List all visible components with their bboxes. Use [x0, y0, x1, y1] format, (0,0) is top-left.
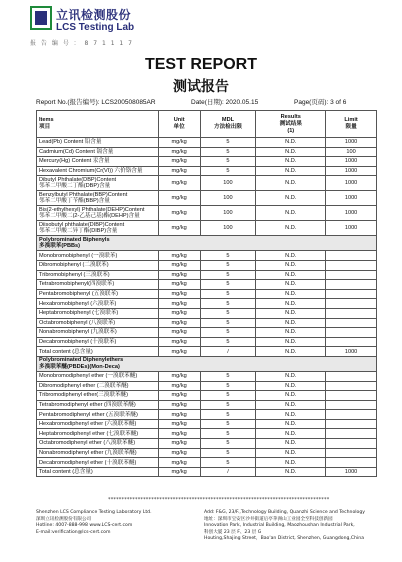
table-row — [37, 400, 377, 410]
cell-item: Nonabromobiphenyl (九溴联苯) — [37, 328, 159, 338]
cell-result: N.D. — [256, 147, 326, 157]
cell-limit — [326, 381, 377, 391]
table-row — [37, 328, 377, 338]
cell-item: Pentabromobiphenyl (五溴联苯) — [37, 289, 159, 299]
cell-unit: mg/kg — [158, 400, 200, 410]
table-row — [37, 260, 377, 270]
cell-mdl: 5 — [200, 419, 256, 429]
cell-result: N.D. — [256, 318, 326, 328]
table-row — [37, 147, 377, 157]
cell-result: N.D. — [256, 138, 326, 148]
cell-item: Nonabromodiphenyl ether (九溴联苯醚) — [37, 448, 159, 458]
cell-unit: mg/kg — [158, 251, 200, 261]
cell-mdl: 5 — [200, 166, 256, 176]
cell-limit — [326, 289, 377, 299]
cell-mdl: / — [200, 467, 256, 477]
cell-item: Hexabromobiphenyl (六溴联苯) — [37, 299, 159, 309]
cell-result: N.D. — [256, 221, 326, 236]
cell-result: N.D. — [256, 347, 326, 357]
cell-limit — [326, 458, 377, 468]
cell-result: N.D. — [256, 439, 326, 449]
footer-address-4: 科创大厦 23 层 F、23 层 G — [204, 529, 262, 535]
table-row — [37, 157, 377, 167]
cell-result: N.D. — [256, 429, 326, 439]
cell-item: Lead(Pb) Content 铅含量 — [37, 138, 159, 148]
lcs-logo-icon — [30, 6, 52, 30]
cell-mdl: 100 — [200, 191, 256, 206]
cell-result: N.D. — [256, 400, 326, 410]
cell-limit: 1000 — [326, 191, 377, 206]
footer-company-en: Shenzhen LCS Compliance Testing Laboratory Ltd. — [36, 510, 152, 515]
cell-limit — [326, 371, 377, 381]
report-date: Date(日期): 2020.05.15 — [191, 99, 259, 106]
table-body — [37, 138, 377, 477]
cell-unit: mg/kg — [158, 410, 200, 420]
cell-mdl: 5 — [200, 337, 256, 347]
cell-item: Octabromodiphenyl ether (八溴联苯醚) — [37, 439, 159, 449]
cell-item: Heptabromobiphenyl (七溴联苯) — [37, 308, 159, 318]
footer-address-2: 地址：深圳市宝安区沙井街道后亭茅洲山工业园全至科技创新园 — [204, 516, 333, 522]
table-row — [37, 337, 377, 347]
page-number: Page(页码): 3 of 6 — [294, 99, 347, 106]
table-row — [37, 391, 377, 401]
table-row — [37, 166, 377, 176]
cell-item: Dibromodiphenyl ether (二溴联苯醚) — [37, 381, 159, 391]
cell-limit: 1000 — [326, 347, 377, 357]
cell-mdl: 5 — [200, 371, 256, 381]
cell-unit: mg/kg — [158, 191, 200, 206]
cell-limit — [326, 448, 377, 458]
cell-item: Tetrabromobiphenyl(四溴联苯) — [37, 280, 159, 290]
table-row — [37, 439, 377, 449]
cell-unit: mg/kg — [158, 419, 200, 429]
cell-mdl: 5 — [200, 308, 256, 318]
footer-company-cn: 深圳立讯检测股份有限公司 — [36, 516, 92, 522]
cell-mdl: 100 — [200, 176, 256, 191]
cell-limit — [326, 280, 377, 290]
cell-result: N.D. — [256, 251, 326, 261]
cell-limit — [326, 391, 377, 401]
cell-result: N.D. — [256, 191, 326, 206]
cell-unit: mg/kg — [158, 280, 200, 290]
cell-unit: mg/kg — [158, 458, 200, 468]
cell-unit: mg/kg — [158, 289, 200, 299]
cell-item: Dibromobiphenyl (二溴联苯) — [37, 260, 159, 270]
cell-item: Total content (总含量) — [37, 347, 159, 357]
cell-limit: 1000 — [326, 176, 377, 191]
table-row — [37, 429, 377, 439]
cell-unit: mg/kg — [158, 147, 200, 157]
table-row — [37, 176, 377, 191]
table-row — [37, 270, 377, 280]
cell-result: N.D. — [256, 157, 326, 167]
cell-limit — [326, 328, 377, 338]
cell-limit — [326, 419, 377, 429]
cell-item: Tribromodiphenyl ether(三溴联苯醚) — [37, 391, 159, 401]
cell-unit: mg/kg — [158, 381, 200, 391]
cell-item: Tetrabromodiphenyl ether (四溴联苯醚) — [37, 400, 159, 410]
cell-result: N.D. — [256, 448, 326, 458]
footer-address-3: Innovation Park, Industrial Building, Maozhoushan Industrial Park, — [204, 523, 355, 529]
table-row — [37, 419, 377, 429]
cell-mdl: 5 — [200, 138, 256, 148]
cell-unit: mg/kg — [158, 429, 200, 439]
cell-unit: mg/kg — [158, 260, 200, 270]
cell-unit: mg/kg — [158, 176, 200, 191]
cell-item: Octabromobiphenyl (八溴联苯) — [37, 318, 159, 328]
footer-left — [36, 510, 152, 536]
cell-unit: mg/kg — [158, 439, 200, 449]
cell-limit — [326, 251, 377, 261]
cell-mdl: 5 — [200, 429, 256, 439]
report-header — [0, 0, 402, 52]
cell-limit — [326, 400, 377, 410]
cell-mdl: 5 — [200, 299, 256, 309]
cell-limit — [326, 270, 377, 280]
cell-limit: 1000 — [326, 221, 377, 236]
header-unit: Unit 单位 — [158, 111, 200, 138]
cell-item: Total content (总含量) — [37, 467, 159, 477]
cell-item: Diisobutyl phthalate(DIBP)Content 邻苯二甲酸二异丁酯(DIBP)含量 — [37, 221, 159, 236]
section-header-row — [37, 236, 377, 251]
cell-mdl: 100 — [200, 221, 256, 236]
cell-unit: mg/kg — [158, 138, 200, 148]
footer-address-1: Add: F&G, 23/F.,Technology Building, Quanzhi Science and Technology — [204, 510, 365, 515]
cell-mdl: 5 — [200, 391, 256, 401]
cell-mdl: 5 — [200, 448, 256, 458]
table-row — [37, 410, 377, 420]
cell-limit: 1000 — [326, 157, 377, 167]
cell-result: N.D. — [256, 289, 326, 299]
cell-result: N.D. — [256, 328, 326, 338]
header-results: Results 测试结果 (1) — [256, 111, 326, 138]
section-header-row — [37, 356, 377, 371]
cell-mdl: / — [200, 347, 256, 357]
cell-item: Heptabromodiphenyl ether (七溴联苯醚) — [37, 429, 159, 439]
cell-limit — [326, 260, 377, 270]
cell-item: Pentabromodiphenyl ether (五溴联苯醚) — [37, 410, 159, 420]
serial-number: 报 告 编 号 ： 8 7 1 1 1 7 — [30, 40, 134, 47]
cell-unit: mg/kg — [158, 166, 200, 176]
cell-mdl: 5 — [200, 328, 256, 338]
header-items: Items 项目 — [37, 111, 159, 138]
cell-limit: 1000 — [326, 166, 377, 176]
table-row — [37, 448, 377, 458]
cell-item: Benzylbutyl Phthalate(BBP)Content 邻苯二甲酸丁苄酯(BBP)含量 — [37, 191, 159, 206]
cell-unit: mg/kg — [158, 206, 200, 221]
report-subtitle: 测试报告 — [173, 79, 229, 95]
cell-limit — [326, 439, 377, 449]
cell-unit: mg/kg — [158, 391, 200, 401]
cell-limit: 1000 — [326, 206, 377, 221]
cell-result: N.D. — [256, 270, 326, 280]
cell-result: N.D. — [256, 280, 326, 290]
footer-hotline: Hotline: 4007-888-998 www.LCS-cert.com — [36, 523, 133, 529]
cell-mdl: 5 — [200, 147, 256, 157]
table-row — [37, 371, 377, 381]
cell-limit — [326, 318, 377, 328]
cell-result: N.D. — [256, 176, 326, 191]
cell-item: Polybrominated Biphenyls 多溴联苯(PBBs) — [37, 236, 377, 251]
cell-result: N.D. — [256, 206, 326, 221]
cell-unit: mg/kg — [158, 347, 200, 357]
footer-right — [204, 510, 365, 543]
cell-limit — [326, 299, 377, 309]
report-title: TEST REPORT — [144, 56, 257, 73]
cell-result: N.D. — [256, 381, 326, 391]
header-mdl: MDL 方法检出限 — [200, 111, 256, 138]
cell-unit: mg/kg — [158, 270, 200, 280]
cell-item: Tribromobiphenyl (三溴联苯) — [37, 270, 159, 280]
results-table — [36, 110, 377, 477]
cell-unit: mg/kg — [158, 337, 200, 347]
cell-result: N.D. — [256, 337, 326, 347]
cell-mdl: 5 — [200, 381, 256, 391]
table-row — [37, 206, 377, 221]
cell-unit: mg/kg — [158, 371, 200, 381]
cell-mdl: 5 — [200, 439, 256, 449]
cell-limit — [326, 429, 377, 439]
table-row — [37, 458, 377, 468]
cell-mdl: 5 — [200, 400, 256, 410]
cell-item: Hexavalent Chromium(Cr(VI)) 六价铬含量 — [37, 166, 159, 176]
cell-mdl: 5 — [200, 280, 256, 290]
cell-result: N.D. — [256, 299, 326, 309]
cell-unit: mg/kg — [158, 328, 200, 338]
cell-unit: mg/kg — [158, 448, 200, 458]
end-separator: ********************************************************************************** — [108, 497, 330, 503]
cell-limit — [326, 337, 377, 347]
cell-result: N.D. — [256, 458, 326, 468]
table-row — [37, 299, 377, 309]
cell-item: Monobromobiphenyl (一溴联苯) — [37, 251, 159, 261]
cell-limit: 100 — [326, 147, 377, 157]
cell-mdl: 5 — [200, 157, 256, 167]
table-row — [37, 191, 377, 206]
cell-mdl: 5 — [200, 289, 256, 299]
cell-limit: 1000 — [326, 138, 377, 148]
cell-item: Decabromodiphenyl ether (十溴联苯醚) — [37, 458, 159, 468]
table-row — [37, 467, 377, 477]
cell-mdl: 100 — [200, 206, 256, 221]
table-row — [37, 318, 377, 328]
cell-unit: mg/kg — [158, 467, 200, 477]
table-header-row — [37, 111, 377, 138]
table-row — [37, 221, 377, 236]
cell-result: N.D. — [256, 166, 326, 176]
table-row — [37, 280, 377, 290]
cell-result: N.D. — [256, 410, 326, 420]
table-row — [37, 251, 377, 261]
logo-english-name: LCS Testing Lab — [56, 22, 135, 33]
cell-result: N.D. — [256, 308, 326, 318]
cell-result: N.D. — [256, 371, 326, 381]
header-limit: Limit 限量 — [326, 111, 377, 138]
cell-mdl: 5 — [200, 251, 256, 261]
table-row — [37, 381, 377, 391]
cell-unit: mg/kg — [158, 157, 200, 167]
cell-item: Monobromodiphenyl ether (一溴联苯醚) — [37, 371, 159, 381]
cell-result: N.D. — [256, 419, 326, 429]
cell-result: N.D. — [256, 467, 326, 477]
cell-limit: 1000 — [326, 467, 377, 477]
table-row — [37, 347, 377, 357]
cell-unit: mg/kg — [158, 308, 200, 318]
cell-mdl: 5 — [200, 458, 256, 468]
cell-item: Cadmium(Cd) Content 镉含量 — [37, 147, 159, 157]
cell-limit — [326, 308, 377, 318]
table-row — [37, 289, 377, 299]
cell-mdl: 5 — [200, 260, 256, 270]
cell-unit: mg/kg — [158, 299, 200, 309]
footer-email: E-mail:verification@lcs-cert.com — [36, 529, 111, 535]
cell-mdl: 5 — [200, 270, 256, 280]
table-row — [37, 138, 377, 148]
cell-result: N.D. — [256, 260, 326, 270]
cell-mdl: 5 — [200, 410, 256, 420]
cell-item: Bis(2-ethylhexyl) Phthalate(DEHP)Content 邻苯二甲酸二(2-乙基己基)酯(DEHP)含量 — [37, 206, 159, 221]
cell-mdl: 5 — [200, 318, 256, 328]
cell-item: Decabromobiphenyl (十溴联苯) — [37, 337, 159, 347]
cell-item: Hexabromodiphenyl ether (六溴联苯醚) — [37, 419, 159, 429]
cell-unit: mg/kg — [158, 221, 200, 236]
cell-item: Mercury(Hg) Content 汞含量 — [37, 157, 159, 167]
cell-item: Polybrominated Diphenylethers 多溴联苯醚(PBDEs)(Mon-Deca) — [37, 356, 377, 371]
cell-limit — [326, 410, 377, 420]
table-row — [37, 308, 377, 318]
report-number: Report No.(报告编号): LCS200508085AR — [36, 99, 156, 106]
footer-address-5: Houting,Shajing Street，Bao'an District, Shenzhen, Guangdong,China — [204, 536, 365, 542]
cell-unit: mg/kg — [158, 318, 200, 328]
logo-chinese-name: 立讯检测股份 — [56, 8, 132, 22]
cell-result: N.D. — [256, 391, 326, 401]
cell-item: Dibutyl Phthalate(DBP)Content 邻苯二甲酸二丁酯(DBP)含量 — [37, 176, 159, 191]
